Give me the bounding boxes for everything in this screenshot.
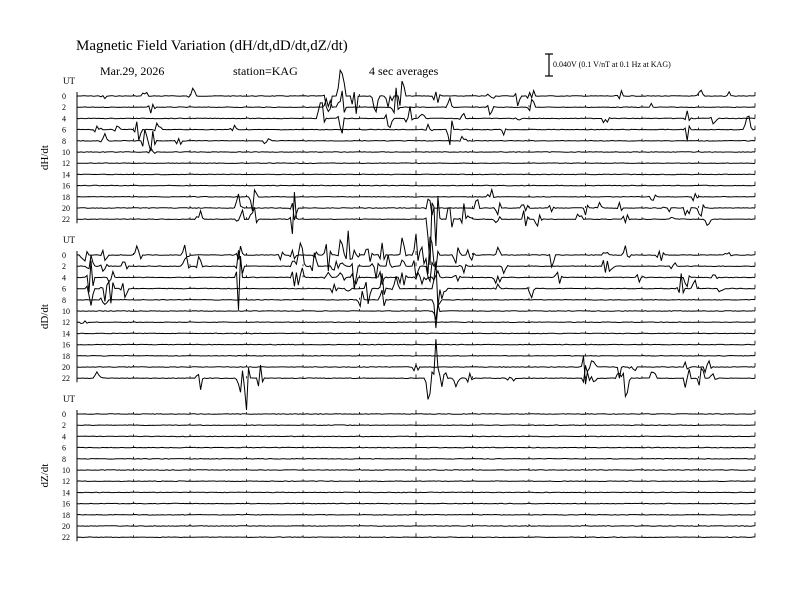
station-label: station=KAG — [233, 64, 298, 78]
hour-label: 22 — [62, 374, 70, 384]
ticks — [77, 251, 755, 255]
ticks — [77, 182, 755, 186]
panel-name: dD/dt — [39, 304, 51, 330]
ticks — [77, 533, 755, 537]
hour-label: 2 — [62, 103, 66, 113]
hour-label: 20 — [62, 522, 70, 531]
hour-label: 0 — [62, 410, 66, 419]
trace-line — [77, 356, 755, 384]
hour-label: 6 — [62, 443, 66, 453]
hour-label: 10 — [62, 466, 70, 475]
chart-title: Magnetic Field Variation (dH/dt,dD/dt,dZ/dt) — [76, 38, 348, 54]
hour-label: 8 — [62, 295, 66, 305]
panel-0 — [39, 70, 755, 265]
hour-label: 12 — [62, 159, 70, 169]
hour-label: 4 — [62, 114, 66, 124]
hour-label: 16 — [62, 181, 70, 191]
hour-label: 6 — [62, 284, 66, 294]
ticks — [77, 352, 755, 356]
ut-label: UT — [63, 235, 75, 245]
hour-label: 16 — [62, 499, 70, 509]
hour-label: 2 — [62, 421, 66, 431]
hour-label: 0 — [62, 92, 66, 101]
panel-name: dZ/dt — [39, 463, 51, 488]
trace-line — [77, 88, 755, 115]
hour-label: 10 — [62, 307, 70, 316]
averaging-label: 4 sec averages — [369, 64, 439, 78]
hour-label: 22 — [62, 533, 70, 543]
hour-label: 12 — [62, 477, 70, 487]
hour-label: 14 — [62, 488, 70, 498]
ticks — [77, 148, 755, 152]
hour-label: 12 — [62, 318, 70, 328]
hour-label: 14 — [62, 329, 70, 339]
ticks — [77, 421, 755, 425]
hour-label: 20 — [62, 204, 70, 213]
hour-label: 2 — [62, 262, 66, 272]
ticks — [77, 193, 755, 197]
hour-label: 22 — [62, 215, 70, 225]
hour-label: 4 — [62, 273, 66, 283]
ticks — [77, 363, 755, 367]
hour-label: 18 — [62, 351, 70, 361]
panel-name: dH/dt — [39, 145, 51, 171]
hour-label: 16 — [62, 340, 70, 350]
scale-note: 0.040V (0.1 V/nT at 0.1 Hz at KAG) — [553, 60, 671, 69]
hour-label: 18 — [62, 192, 70, 202]
ut-label: UT — [63, 76, 75, 86]
ticks — [77, 444, 755, 448]
panel-1 — [39, 231, 755, 410]
hour-label: 10 — [62, 148, 70, 157]
hour-label: 0 — [62, 251, 66, 260]
hour-label: 8 — [62, 136, 66, 146]
ut-label: UT — [63, 394, 75, 404]
hour-label: 8 — [62, 454, 66, 464]
hour-label: 20 — [62, 363, 70, 372]
trace-line — [77, 304, 755, 319]
ticks — [77, 285, 755, 289]
hour-label: 18 — [62, 510, 70, 520]
hour-label: 4 — [62, 432, 66, 442]
panel-2 — [39, 394, 755, 542]
ticks — [77, 432, 755, 436]
hour-label: 14 — [62, 170, 70, 180]
ticks — [77, 522, 755, 526]
hour-label: 6 — [62, 125, 66, 135]
date-label: Mar.29, 2026 — [100, 64, 165, 78]
